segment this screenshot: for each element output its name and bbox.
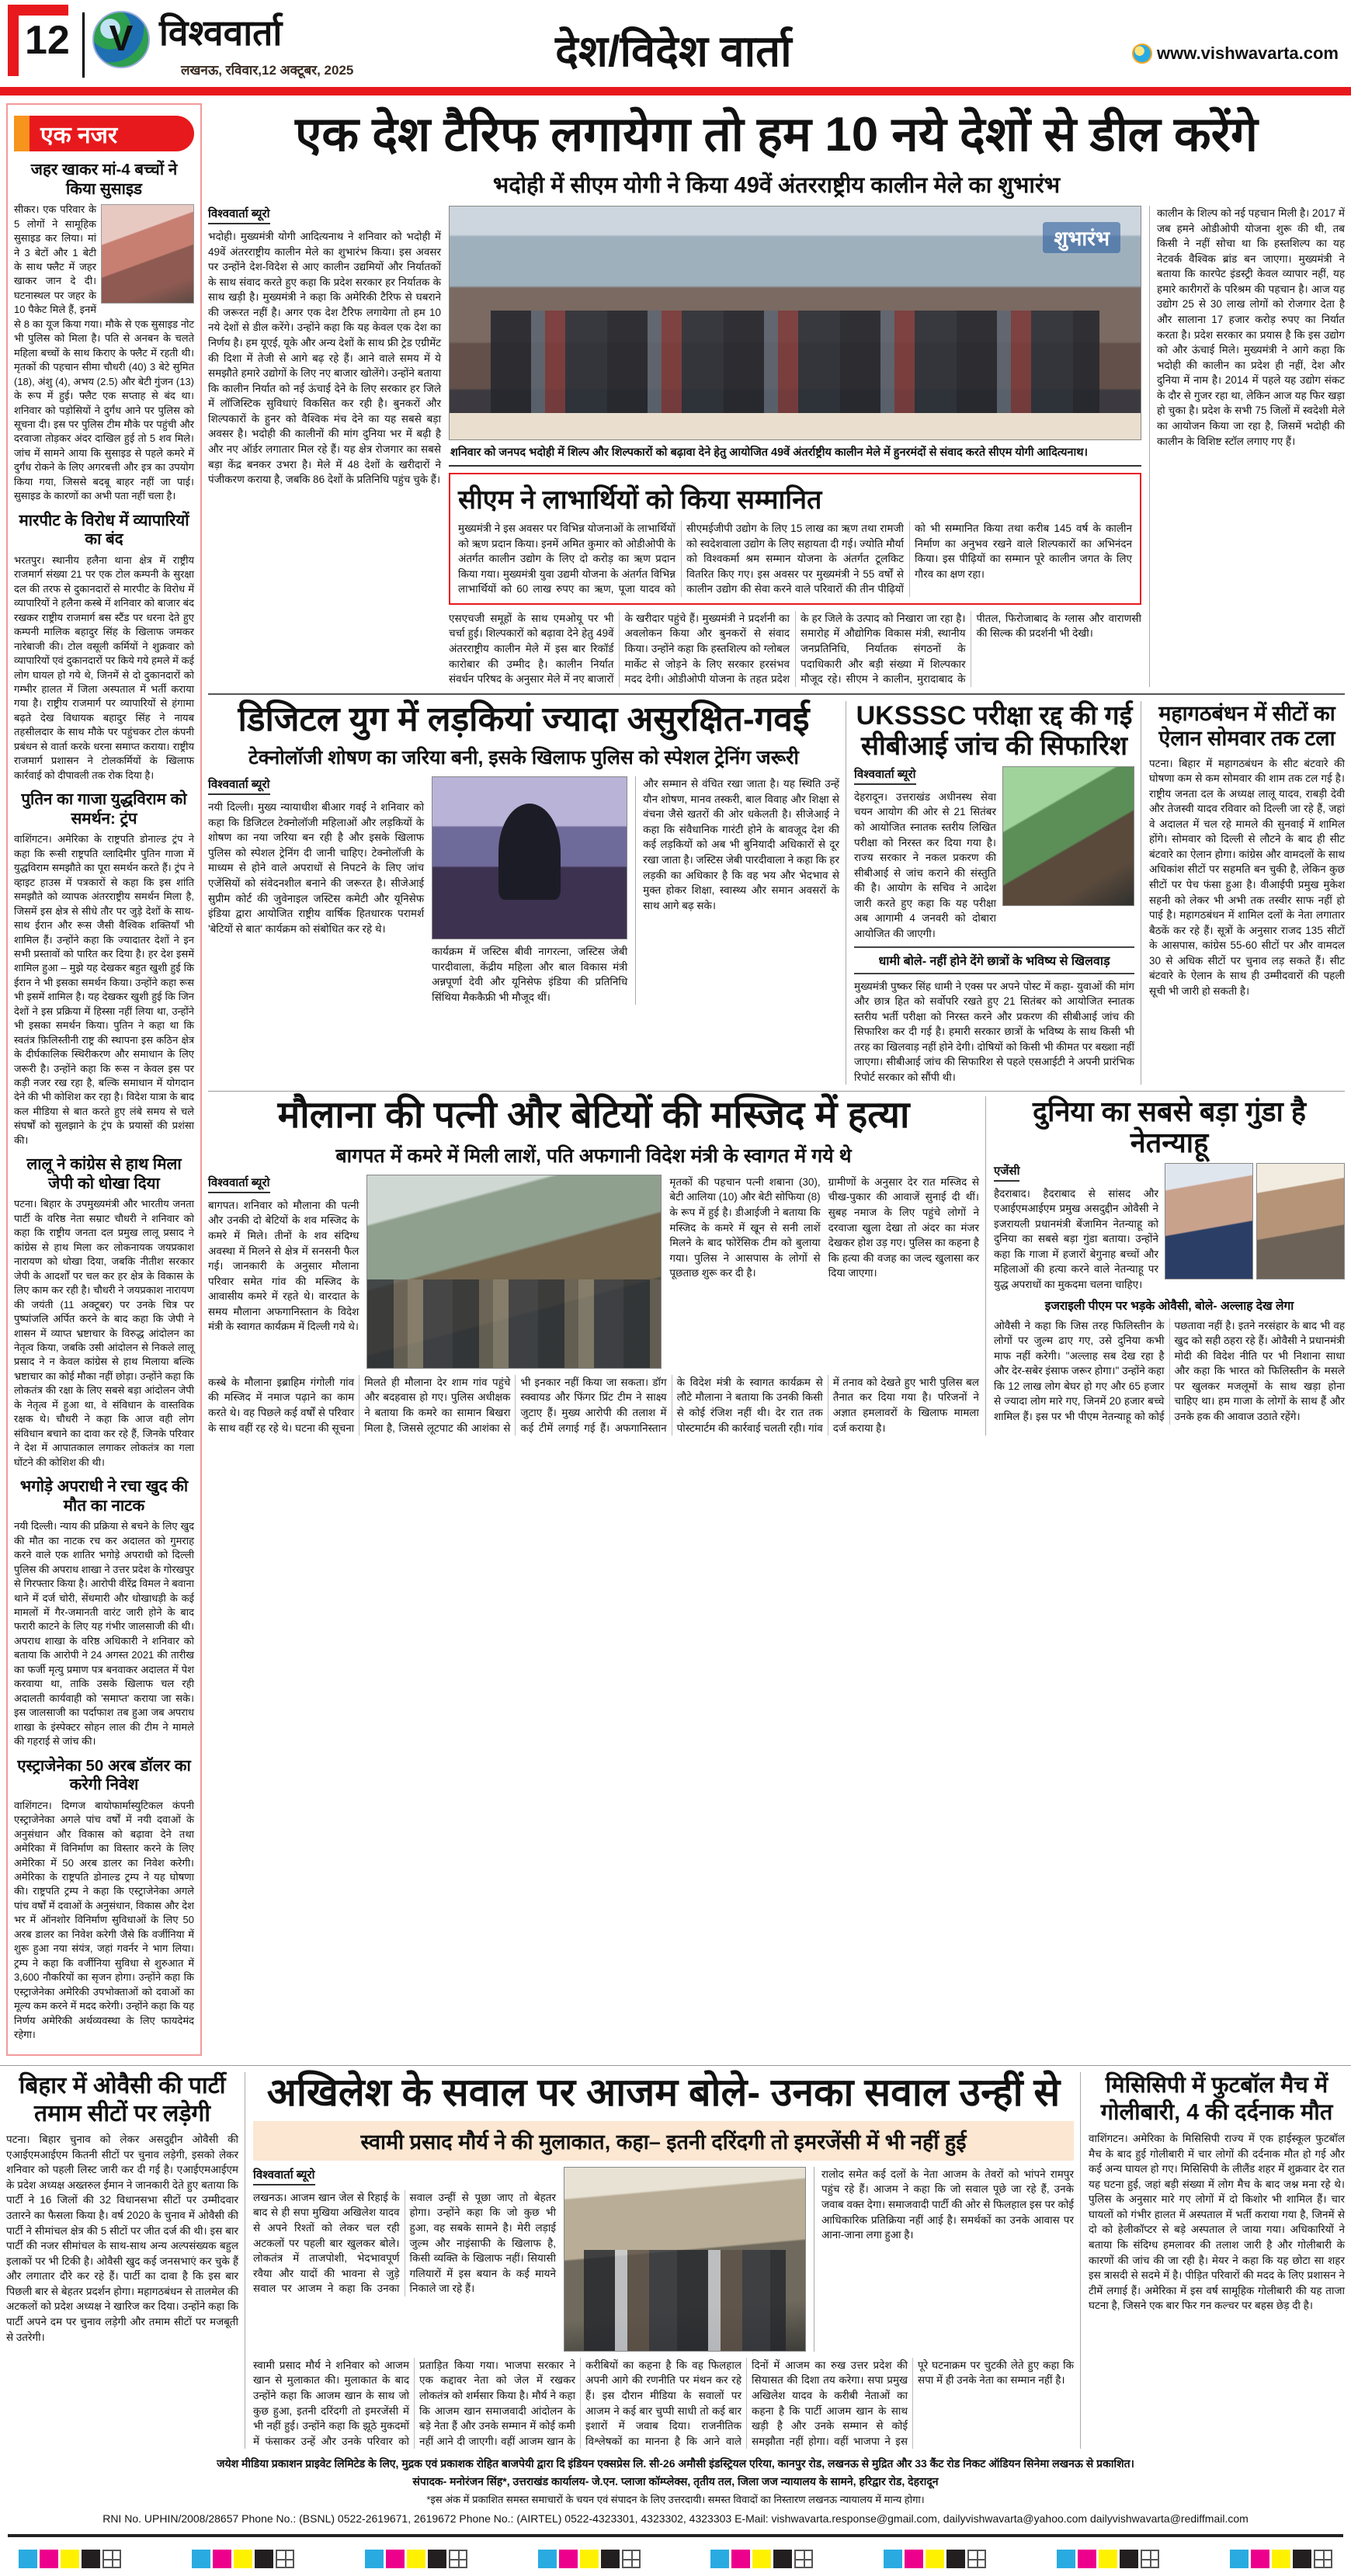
owaisi-photo xyxy=(1256,1163,1345,1279)
cji-photo xyxy=(432,776,627,939)
maulana-body-col1: बागपत। शनिवार को मौलाना की पत्नी और उनकी दो बेटियों के शव मस्जिद के कमरे में मिले। तीनों के शव संदिग्ध अवस्था में मिलने से क्षेत्र में सनसनी फैल गई। जानकारी के अनुसार मौलाना परिवार समेत गांव की मस्जिद के आवासीय कमरे में रहते थे। वारदात के समय मौलाना अफगानिस्तान के विदेश मंत्री के स्वागत कार्यक्रम में दिल्ली गये थे। xyxy=(208,1199,359,1333)
cmyk-mark-group xyxy=(1230,2550,1332,2568)
uksssc-body-col2: मुख्यमंत्री पुष्कर सिंह धामी ने एक्स पर अपने पोस्ट में कहा- युवाओं की मांग और छात्र हित को सर्वोपरि रखते हुए 21 सितंबर को आयोजित स्नातक स्तरीय भर्ती परीक्षा को निरस्त करने और प्रकरण की सीबीआई जांच की सिफारिश कर दी गई है। हमारी सरकार छात्रों के भविष्य के साथ किसी भी तरह का खिलवाड़ नहीं होने देगी। दोषियों को किसी भी कीमत पर बख्शा नहीं जाएगा। सीबीआई जांच की सिफारिश से पहले एसआईटी ने अपनी प्रारंभिक रिपोर्ट सरकार को सौंपी थी। xyxy=(854,980,1134,1083)
netanyahu-photo xyxy=(1165,1163,1253,1279)
cm-box-body: मुख्यमंत्री ने इस अवसर पर विभिन्न योजनाओं के लाभार्थियों को ऋण प्रदान किया। इनमें अमित कुमार को ओडीओपी के अंतर्गत कालीन उद्योग के लिए दो करोड़ का ऋण प्रदान किया गया। मुख्यमंत्री युवा उद्यमी योजना के अंतर्गत विभिन्न लाभार्थियों को 60 लाख रुपए का ऋण, पूजा यादव को सीएमईजीपी उद्योग के लिए 15 लाख का ऋण तथा रामजी को स्वदेशवाला उद्योग के लिए सहायता दी गई। ज्योति मौर्या को विश्वकर्मा श्रम सम्मान योजना के अंतर्गत टूलकिट वितरित किए गए। इस अवसर पर मुख्यमंत्री ने 55 वर्षों से कालीन उद्योग की सेवा करने वाले परिवारों की तीन पीढ़ियों को भी सम्मानित किया तथा करीब 145 वर्ष के कालीन निर्माण का अनुभव रखने वाले शिल्पकारों का अभिनंदन किया। इस पीढ़ियों का सम्मान पूरे कालीन जगत के लिए गौरव का क्षण रहा। xyxy=(458,522,1132,595)
lead-body-col1: भदोही। मुख्यमंत्री योगी आदित्यनाथ ने शनिवार को भदोही में 49वें अंतरराष्ट्रीय कालीन मेले का शुभारंभ किया। इस अवसर पर उन्होंने देश-विदेश से आए कालीन उद्यमियों और निर्यातकों के साथ संवाद करते हुए कहा कि प्रदेश सरकार हर निर्यातक के साथ खड़ी है। मुख्यमंत्री ने कहा कि अमेरिकी टैरिफ से घबराने की जरूरत नहीं है। अगर एक देश टैरिफ लगायेगा तो हम 10 नये देशों से डील करेंगे। उन्होंने कहा कि यह केवल एक देश का निर्णय है। हम यूएई, यूके और अन्य देशों के साथ फ्री ट्रेड एग्रीमेंट की दिशा में तेजी से आगे बढ़ रहे हैं। आने वाले समय में ये समझौते हमारे उद्योगों के लिए नए बाजार खोलेंगे। उन्होंने बताया कि कालीन निर्यात को नई ऊंचाई देने के लिए सरकार हर जिले में लॉजिस्टिक सुविधाएं विकसित कर रही है। बुनकरों और शिल्पकारों के हुनर को वैश्विक मंच देने का यह सबसे बड़ा अवसर है। भदोही की कालीनों की मांग दुनिया भर में बढ़ी है और नए ऑर्डर लगातार मिल रहे हैं। यह क्षेत्र रोजगार का सबसे बड़ा केंद्र बनकर उभरा है। मेले में 48 देशों के खरीदारों ने पंजीकरण कराया है, जबकि 86 देशों के प्रतिनिधि पहुंच चुके हैं। xyxy=(208,231,441,486)
azam-byline: विश्ववार्ता ब्यूरो xyxy=(253,2167,315,2185)
sidebar-body xyxy=(14,203,194,504)
maulana-body-col2: मृतकों की पहचान पत्नी शबाना (30), बेटी आलिया (10) और बेटी सोफिया (8) के रूप में हुई है। डीआईजी ने बताया कि मस्जिद के कमरे में खून से सनी लाशें मिलने के बाद फोरेंसिक टीम को बुलाया गया। पुलिस ने आसपास के लोगों से पूछताछ शुरू कर दी है। xyxy=(669,1175,821,1279)
mississippi-headline: मिसिसिपी में फुटबॉल मैच में गोलीबारी, 4 की दर्दनाक मौत xyxy=(1100,2073,1333,2126)
photo-dais-figures xyxy=(491,311,1099,413)
sidebar-body-text: वाशिंगटन। दिग्गज बायोफार्मास्युटिकल कंपनी एस्ट्राजेनेका अगले पांच वर्षों में नयी दवाओं के अनुसंधान और विकास को बढ़ावा देने तथा अमेरिका में विनिर्माण का विस्तार करने के लिए अमेरिका में 50 अरब डालर का निवेश करेगी। अमेरिका के राष्ट्रपति डोनाल्ड ट्रम्प ने यह घोषणा की। राष्ट्रपति ट्रम्प ने कहा कि एस्ट्राजेनेका अगले पांच वर्षों में दवाओं के अनुसंधान, विकास और देश भर में ऑनशोर विनिर्माण सुविधाओं के लिए 50 अरब डालर का निवेश करेगी जैसे कि वर्जीनिया में शुरू हुआ नया संयंत्र, जहां गवर्नर ने भाग लिया। ट्रम्प ने कहा कि वर्जीनिया सुविधा से शुरुआत में 3,600 नौकरियों का सृजन होगा। उन्होंने कहा कि एस्ट्राजेनेका अमेरिकी उपभोक्ताओं को दवाओं का मूल्य कम करने में मदद करेगी। उन्होंने कहा कि यह निर्णय अमेरिकी अर्थव्यवस्था के लिए फायदेमंद रहेगा। xyxy=(14,1799,194,2040)
digital-body-col1: नयी दिल्ली। मुख्य न्यायाधीश बीआर गवई ने शनिवार को कहा कि डिजिटल टेक्नोलॉजी महिलाओं और लड़कियों के शोषण का नया जरिया बन रही है और इसके खिलाफ पुलिस को स्पेशल ट्रेनिंग दी जानी चाहिए। टेक्नोलॉजी के माध्यम से होने वाले अपराधों से निपटने के लिए जांच एजेंसियों को संवेदनशील बनाने की जरूरत है। सीजेआई सुप्रीम कोर्ट की जुवेनाइल जस्टिस कमेटी और यूनिसेफ इंडिया द्वारा आयोजित राष्ट्रीय वार्षिक हितधारक परामर्श 'बेटियों से बात' कार्यक्रम को संबोधित कर रहे थे। xyxy=(208,801,425,935)
maulana-byline: विश्ववार्ता ब्यूरो xyxy=(208,1175,270,1193)
mahagathbandhan-body: पटना। बिहार में महागठबंधन के सीट बंटवारे की घोषणा कम से कम सोमवार की शाम तक टल गई है। राष्ट्रीय जनता दल के अध्यक्ष लालू यादव, राबड़ी देवी और तेजस्वी यादव रविवार को दिल्ली जा रहे हैं, जहां वे अदालत में चल रहे मामले की सुनवाई में शामिल होंगे। सोमवार को दिल्ली से लौटने के बाद ही सीट बंटवारे का ऐलान होगा। कांग्रेस और वामदलों के साथ अधिकांश सीटों पर सहमति बन चुकी है, लेकिन कुछ सीटों पर पेच फंसा हुआ है। वीआईपी प्रमुख मुकेश सहनी को लेकर भी अभी तक तस्वीर साफ नहीं हो पाई है। महागठबंधन में शामिल दलों के नेता लगातार बैठकें कर रहे हैं। सूत्रों के अनुसार राजद 135 सीटों के आसपास, कांग्रेस 55-60 सीटों पर और वामदल 30 से अधिक सीटों पर चुनाव लड़ सकते हैं। सीट बंटवारे के ऐलान के साथ ही उम्मीदवारों की पहली सूची भी जारी हो सकती है। xyxy=(1149,757,1345,997)
cmyk-mark-group xyxy=(884,2550,986,2568)
netanyahu-byline: एजेंसी xyxy=(994,1163,1019,1182)
sidebar-headline: भगोड़े अपराधी ने रचा खुद की मौत का नाटक xyxy=(19,1477,189,1515)
mississippi-body: वाशिंगटन। अमेरिका के मिसिसिपी राज्य में एक हाईस्कूल फुटबॉल मैच के बाद हुई गोलीबारी में चार लोगों की दर्दनाक मौत हो गई और कई अन्य घायल हो गए। मिसिसिपी के लीलैंड शहर में शुक्रवार देर रात यह घटना हुई, जहां बड़ी संख्या में लोग मैच के बाद जश्न मना रहे थे। पुलिस के अनुसार मारे गए लोगों में दो किशोर भी शामिल हैं। चार घायलों को गंभीर हालत में अस्पताल में भर्ती कराया गया है, जिनमें से दो को हेलीकॉप्टर से बड़े अस्पताल ले जाया गया। अधिकारियों ने बताया कि संदिग्ध हमलावर की तलाश जारी है और गोलीबारी के कारणों की जांच की जा रही है। मेयर ने कहा कि यह छोटा सा शहर इस त्रासदी से सदमे में है। पीड़ित परिवारों की मदद के लिए प्रशासन ने टीमें लगाई हैं। अमेरिका में इस वर्ष सामूहिक गोलीबारी की यह ताजा घटना है, जिसने एक बार फिर गन कल्चर पर बहस छेड़ दी है। xyxy=(1089,2133,1345,2312)
registration-mark-icon xyxy=(276,2550,294,2568)
sidebar-headline: मारपीट के विरोध में व्यापारियों का बंद xyxy=(19,511,189,549)
section-title: देश/विदेश वार्ता xyxy=(555,26,792,75)
digital-body-col3: और सम्मान से वंचित रखा जाता है। यह स्थिति उन्हें यौन शोषण, मानव तस्करी, बाल विवाह और शिक्षा से वंचना जैसे खतरों की ओर धकेलती है। सीजेआई ने कहा कि संवैधानिक गारंटी होने के बावजूद देश की कई लड़कियों को अब भी बुनियादी अधिकारों से दूर रखा जाता है। जस्टिस जेबी पारदीवाला ने कहा कि हर लड़की का अधिकार है कि वह भय और भेदभाव से मुक्त होकर शिक्षा, स्वास्थ्य और समान अवसरों के साथ आगे बढ़ सके। xyxy=(643,778,839,911)
owaisi-bihar-body: पटना। बिहार चुनाव को लेकर असदुद्दीन ओवैसी की एआईएमआईएम कितनी सीटों पर चुनाव लड़ेगी, इसको लेकर शनिवार को पहली लिस्ट जारी कर दी गई है। एआईएमआईएम के प्रदेश अध्यक्ष अख्तरुल ईमान ने जानकारी देते हुए बताया कि पार्टी ने 16 जिलों की 32 विधानसभा सीटों पर उम्मीदवार उतारने का फैसला किया है। वर्ष 2020 के चुनाव में ओवैसी की पार्टी ने सीमांचल क्षेत्र की 5 सीटों पर जीत दर्ज की थी। इस बार पार्टी की नजर सीमांचल के साथ-साथ अन्य अल्पसंख्यक बहुल इलाकों पर भी टिकी है। ओवैसी खुद कई जनसभाएं कर चुके हैं और लगातार दौरे कर रहे हैं। पार्टी का दावा है कि इस बार पिछली बार से बेहतर प्रदर्शन होगा। महागठबंधन से तालमेल की अटकलों को प्रदेश अध्यक्ष ने खारिज कर दिया। उन्होंने कहा कि पार्टी अपने दम पर चुनाव लड़ेगी और तमाम सीटों पर मजबूती से उतरेगी। xyxy=(6,2133,238,2343)
ek-nazar-banner xyxy=(14,116,194,151)
registration-mark-icon xyxy=(794,2550,813,2568)
registration-mark-icon xyxy=(1314,2550,1332,2568)
maulana-subhead: बागपत में कमरे में मिली लाशें, पति अफगानी विदेश मंत्री के स्वागत में गये थे xyxy=(335,1144,852,1167)
cmyk-mark-group xyxy=(365,2550,467,2568)
lead-byline: विश्ववार्ता ब्यूरो xyxy=(208,206,270,224)
digital-headline: डिजिटल युग में लड़कियां ज्यादा असुरक्षित-गवई xyxy=(238,700,810,738)
sidebar-headline: जहर खाकर मां-4 बच्चों ने किया सुसाइड xyxy=(30,161,178,198)
azam-subhead: स्वामी प्रसाद मौर्य ने की मुलाकात, कहा– इतनी दरिंदगी तो इमरजेंसी में भी नहीं हुई xyxy=(253,2121,1074,2161)
mahagathbandhan-headline: महागठबंधन में सीटों का ऐलान सोमवार तक टला xyxy=(1158,701,1335,751)
registration-mark-icon xyxy=(967,2550,986,2568)
registration-mark-icon xyxy=(449,2550,467,2568)
azam-body-col2: रालोद समेत कई दलों के नेता आजम के तेवरों को भांपने रामपुर पहुंच रहे हैं। आजम ने कहा कि जो सवाल पूछे जा रहे हैं, उनके जवाब वक्त देगा। समाजवादी पार्टी की ओर से फिलहाल इस पर कोई आधिकारिक प्रतिक्रिया नहीं आई है। समर्थकों का उनके आवास पर आना-जाना लगा हुआ है। xyxy=(821,2168,1074,2241)
registration-mark-icon xyxy=(102,2550,121,2568)
imprint-footer xyxy=(0,2449,1351,2525)
maulana-body-col3: ग्रामीणों के अनुसार देर रात मस्जिद से चीख-पुकार की आवाजें सुनाई दी थीं। सुबह नमाज के लिए पहुंचे लोगों ने दरवाजा खुला देखा तो अंदर का मंजर देखकर होश उड़ गए। पुलिस का कहना है कि हत्या की वजह का जल्द खुलासा कर दिया जाएगा। xyxy=(828,1175,979,1279)
cmyk-mark-group xyxy=(192,2550,294,2568)
azam-headline: अखिलेश के सवाल पर आजम बोले- उनका सवाल उन्हीं से xyxy=(266,2071,1061,2115)
dhami-photo xyxy=(1002,766,1134,906)
website-url[interactable]: www.vishwavarta.com xyxy=(1157,43,1339,63)
sidebar-article-putin xyxy=(14,790,194,1147)
azam-crowd-photo xyxy=(564,2167,806,2352)
imprint-line2: संपादक- मनोरंजन सिंह*, उत्तराखंड कार्यालय- जे.एन. प्लाजा कॉम्प्लेक्स, तृतीय तल, जिला जज न्यायालय के सामने, हरिद्वार रोड, देहरादून xyxy=(412,2475,939,2488)
mahagathbandhan-story xyxy=(1149,701,1345,1085)
sidebar-body-text: सीकर। एक परिवार के 5 लोगों ने सामूहिक सुसाइड कर लिया। मां ने 3 बेटों और 1 बेटी के साथ फ्लैट में जहर खाकर जान दे दी। घटनास्थल पर जहर के 10 पैकेट मिले हैं, इनमें से 8 का यूज किया गया। मौके से एक सुसाइड नोट भी पुलिस को मिला है। पति से अनबन के चलते महिला बच्चों के साथ किराए के फ्लैट में रहती थी। मृतकों की पहचान सीमा चौधरी (40) 3 बेटे सुमित (18), अंशु (4), अभय (2.5) और बेटी गुंजन (13) के रूप में हुई। फ्लैट एक सप्ताह से बंद था। शनिवार को पड़ोसियों ने दुर्गंध आने पर पुलिस को सूचना दी। इस पर पुलिस टीम मौके पर पहुंची और दरवाजा तोड़कर अंदर दाखिल हुई तो 5 शव मिले। जांच में सामने आया कि सुसाइड से पहले कमरे में दुर्गंध रोकने के लिए अगरबत्ती और इत्र का उपयोग किया गया, जिससे बदबू बाहर नहीं जा पाई। सुसाइड के कारणों का अभी पता नहीं चला है। xyxy=(14,203,194,502)
registration-mark-icon xyxy=(1141,2550,1159,2568)
cmyk-mark-group xyxy=(19,2550,121,2568)
sidebar-photo xyxy=(101,204,194,304)
sidebar-headline: एस्ट्राजेनेका 50 अरब डॉलर का करेगी निवेश xyxy=(17,1756,191,1794)
uksssc-headline: UKSSSC परीक्षा रद्द की गई सीबीआई जांच की सिफारिश xyxy=(856,700,1133,761)
lead-photo xyxy=(449,206,1141,440)
cm-honour-box xyxy=(449,473,1141,605)
ek-nazar-title: एक नजर xyxy=(30,116,194,151)
dateline: लखनऊ, रविवार,12 अक्टूबर, 2025 xyxy=(181,63,354,78)
sidebar-body-text: भरतपुर। स्थानीय हलैना थाना क्षेत्र में राष्ट्रीय राजमार्ग संख्या 21 पर एक टोल कम्पनी के सुरक्षा दल की तरफ से दुकानदारों से मारपीट के विरोध में व्यापारियों ने हलैना कस्बे में शनिवार को बाजार बंद रखकर राष्ट्रीय राजमार्ग बस स्टैंड पर धरना देते हुए कम्पनी मालिक बहादुर सिंह के खिलाफ जमकर नारेबाजी की। टोल वसूली कर्मियों ने शुक्रवार को व्यापारियों एवं दुकानदारों पर किये गये हमले में कई लोग घायल हो गये थे, जिनमें से दो दुकानदारों को गम्भीर हालत में जिला अस्पताल में भर्ती कराया गया है। राष्ट्रीय राजमार्ग पर व्यापारियों से हंगामा बढ़ते देख विधायक बहादुर सिंह ने नायब तहसीलदार के साथ मौके पर पहुंचकर टोल कंपनी प्रबंधन से वार्ता करके धरना समाप्त कराया। राष्ट्रीय राजमार्ग प्रशासन ने टोलकर्मियों के खिलाफ कार्रवाई को दीपावली तक रोक दिया है। xyxy=(14,554,194,781)
page-number: 12 xyxy=(25,18,70,63)
sidebar-headline: लालू ने कांग्रेस से हाथ मिला जेपी को धोखा दिया xyxy=(26,1155,182,1193)
lead-headline: एक देश टैरिफ लगायेगा तो हम 10 नये देशों से डील करेंगे xyxy=(295,108,1258,161)
netanyahu-body-col2: ओवैसी ने कहा कि जिस तरह फिलिस्तीन के लोगों पर जुल्म ढाए गए, उसे दुनिया कभी माफ नहीं करेगी। "अल्लाह सब देख रहा है और देर-सबेर इंसाफ जरूर होगा।" उन्होंने कहा कि 12 लाख लोग बेघर हो गए और 65 हजार से ज्यादा लोग मारे गए, जिनमें 20 हजार बच्चे शामिल हैं। इस पर भी पीएम नेतन्याहू को कोई पछतावा नहीं है। इतने नरसंहार के बाद भी वह खुद को सही ठहरा रहे हैं। ओवैसी ने प्रधानमंत्री मोदी की विदेश नीति पर भी निशाना साधा और कहा कि भारत को फिलिस्तीन के मसले पर खुलकर मजलूमों के साथ खड़ा होना चाहिए था। हम गाजा के लोगों के साथ हैं और उनके हक की आवाज उठाते रहेंगे। xyxy=(994,1319,1345,1422)
maulana-body-continuation: कस्बे के मौलाना इब्राहिम गंगोली गांव की मस्जिद में नमाज पढ़ाने का काम करते थे। वह पिछले कई वर्षों से परिवार के साथ वहीं रह रहे थे। घटना की सूचना मिलते ही मौलाना देर शाम गांव पहुंचे और बदहवास हो गए। पुलिस अधीक्षक ने बताया कि कमरे का सामान बिखरा मिला है, जिससे लूटपाट की आशंका से भी इनकार नहीं किया जा सकता। डॉग स्क्वायड और फिंगर प्रिंट टीम ने साक्ष्य जुटाए हैं। मुख्य आरोपी की तलाश में कई टीमें लगाई गई हैं। अफगानिस्तान के विदेश मंत्री के स्वागत कार्यक्रम से लौटे मौलाना ने बताया कि उनकी किसी से कोई रंजिश नहीं थी। देर रात तक पोस्टमार्टम की कार्रवाई चलती रही। गांव में तनाव को देखते हुए भारी पुलिस बल तैनात कर दिया गया है। परिजनों ने अज्ञात हमलावरों के खिलाफ मामला दर्ज कराया है। xyxy=(208,1376,979,1434)
digital-byline: विश्ववार्ता ब्यूरो xyxy=(208,776,270,795)
lead-story xyxy=(208,103,1345,687)
sidebar-article-astrazeneca xyxy=(14,1757,194,2043)
sidebar-article-bandh xyxy=(14,512,194,783)
digital-body-col2: कार्यक्रम में जस्टिस बीवी नागरत्ना, जस्टिस जेबी पारदीवाला, केंद्रीय महिला और बाल विकास मंत्री अन्नपूर्णा देवी और यूनिसेफ इंडिया की प्रतिनिधि सिंथिया मैककैफ्री भी मौजूद थीं। xyxy=(432,946,628,1003)
page-number-box xyxy=(8,5,82,79)
lead-subhead: भदोही में सीएम योगी ने किया 49वें अंतरराष्ट्रीय कालीन मेले का शुभारंभ xyxy=(492,173,1061,199)
sidebar-body-text: नयी दिल्ली। न्याय की प्रक्रिया से बचने के लिए खुद की मौत का नाटक रच कर अदालत को गुमराह करने वाले एक शातिर भगोड़े अपराधी को दिल्ली पुलिस की अपराध शाखा ने उत्तर प्रदेश के गोरखपुर से गिरफ्तार किया है। आरोपी वीरेंद्र विमल ने बवाना थाने में दर्ज चोरी, सेंधमारी और धोखाधड़ी के कई मामलों में गैर-जमानती वारंट जारी होने के बाद फरारी काटने के लिए यह गंभीर जालसाजी की थी। अपराध शाखा के वरिष्ठ अधिकारी ने शनिवार को बताया कि आरोपी ने 24 अगस्त 2021 की तारीख का फर्जी मृत्यु प्रमाण पत्र बनवाकर अदालत में पेश करवाया था, ताकि उसके खिलाफ चल रही अदालती कार्यवाही को 'समाप्त' कराया जा सके। इस जालसाजी का पर्दाफाश तब हुआ जब अपराध शाखा के इंस्पेक्टर सोहन लाल की टीम ने मामले की गहराई से जांच की। xyxy=(14,1520,194,1748)
netanyahu-photo-caption: इजराइली पीएम पर भड़के ओवैसी, बोले- अल्लाह देख लेगा xyxy=(1044,1299,1294,1313)
sidebar-article-fugitive xyxy=(14,1477,194,1748)
cmyk-registration-strip xyxy=(0,2537,1351,2576)
maulana-headline: मौलाना की पत्नी और बेटियों की मस्जिद में हत्या xyxy=(277,1095,910,1137)
masthead-title: विश्ववार्ता xyxy=(159,12,283,53)
azam-body-col1: लखनऊ। आजम खान जेल से रिहाई के बाद से ही सपा मुखिया अखिलेश यादव से अपने रिश्तों को लेकर चल रही अटकलों पर पहली बार खुलकर बोले। लोकतंत्र में ताजपोशी, भेदभावपूर्ण रवैया और यादों की भावना से जुड़े सवाल पर आजम ने कहा कि उनका सवाल उन्हीं से पूछा जाए तो बेहतर होगा। उन्होंने कहा कि जो कुछ भी हुआ, वह सबके सामने है। मेरी लड़ाई जुल्म और नाइंसाफी के खिलाफ है, किसी व्यक्ति के खिलाफ नहीं। सियासी गलियारों में इस बयान के कई मायने निकाले जा रहे हैं। xyxy=(253,2191,556,2295)
digital-subhead: टेक्नोलॉजी शोषण का जरिया बनी, इसके खिलाफ पुलिस को स्पेशल ट्रेनिंग जरूरी xyxy=(248,747,799,769)
netanyahu-story xyxy=(994,1096,1345,1436)
azam-body-continuation: स्वामी प्रसाद मौर्य ने शनिवार को आजम खान से मुलाकात की। मुलाकात के बाद उन्होंने कहा कि आजम खान के साथ जो कुछ हुआ, इतनी दरिंदगी तो इमरजेंसी में भी नहीं हुई। उन्होंने कहा कि झूठे मुकदमों में फंसाकर उन्हें और उनके परिवार को प्रताड़ित किया गया। भाजपा सरकार ने एक कद्दावर नेता को जेल में रखकर लोकतंत्र को शर्मसार किया है। मौर्य ने कहा कि आजम खान समाजवादी आंदोलन के बड़े नेता हैं और उनके सम्मान में कोई कमी नहीं आने दी जाएगी। वहीं आजम खान के करीबियों का कहना है कि वह फिलहाल अपनी आगे की रणनीति पर मंथन कर रहे हैं। इस दौरान मीडिया के सवालों पर आजम ने कई बार चुप्पी साधी तो कई बार इशारों में जवाब दिया। राजनीतिक विश्लेषकों का मानना है कि आने वाले दिनों में आजम का रुख उत्तर प्रदेश की सियासत की दिशा तय करेगा। सपा प्रमुख अखिलेश यादव के करीबी नेताओं का कहना है कि पार्टी आजम खान के साथ खड़ी है और उनके सम्मान से कोई समझौता नहीं होगा। वहीं भाजपा ने इस पूरे घटनाक्रम पर चुटकी लेते हुए कहा कि सपा में ही उनके नेता का सम्मान नहीं है। xyxy=(253,2359,1074,2447)
uksssc-photo-caption: धामी बोले- नहीं होने देंगे छात्रों के भविष्य से खिलवाड़ xyxy=(854,946,1134,974)
mississippi-story xyxy=(1089,2072,1345,2449)
globe-logo-icon xyxy=(92,11,150,68)
netanyahu-headline: दुनिया का सबसे बड़ा गुंडा है नेतन्याहू xyxy=(1033,1095,1306,1159)
photo-banner-text: शुभारंभ xyxy=(1043,222,1120,253)
uksssc-story xyxy=(854,701,1141,1085)
header-red-bar xyxy=(0,87,1351,95)
sidebar-article-lalu xyxy=(14,1155,194,1470)
logo-letter: V xyxy=(109,17,134,58)
lead-body-continuation: एसएचजी समूहों के साथ एमओयू पर भी चर्चा हुई। शिल्पकारों को बढ़ावा देने हेतु 49वें अंतरराष्ट्रीय कालीन मेले में इस बार रिकॉर्ड कारोबार की उम्मीद है। कालीन निर्यात संवर्धन परिषद के अनुसार मेले में नए बाजारों के खरीदार पहुंचे हैं। मुख्यमंत्री ने प्रदर्शनी का अवलोकन किया और बुनकरों से संवाद किया। उन्होंने कहा कि हस्तशिल्प को ग्लोबल मार्केट से जोड़ने के लिए सरकार हरसंभव मदद देगी। ओडीओपी योजना के तहत प्रदेश के हर जिले के उत्पाद को निखारा जा रहा है। समारोह में औद्योगिक विकास मंत्री, स्थानीय जनप्रतिनिधि, निर्यातक संगठनों के पदाधिकारी और बड़ी संख्या में शिल्पकार मौजूद रहे। सीएम ने कालीन, मुरादाबाद के पीतल, फिरोजाबाद के ग्लास और वाराणसी की सिल्क की प्रदर्शनी भी देखी। xyxy=(449,612,1141,686)
header-divider xyxy=(82,12,85,78)
uksssc-byline: विश्ववार्ता ब्यूरो xyxy=(854,766,916,785)
lead-photo-caption: शनिवार को जनपद भदोही में शिल्प और शिल्पकारों को बढ़ावा देने हेतु आयोजित 49वें अंतर्राष्ट्रीय कालीन मेले में हुनरमंदों से संवाद करते सीएम योगी आदित्यनाथ। xyxy=(449,440,1141,467)
owaisi-bihar-headline: बिहार में ओवैसी की पार्टी तमाम सीटों पर लड़ेगी xyxy=(19,2073,226,2126)
imprint-line1: जयेश मीडिया प्रकाशन प्राइवेट लिमिटेड के लिए, मुद्रक एवं प्रकाशक रोहित बाजपेयी द्वारा दि इंडियन एक्सप्रेस लि. सी-26 अमौसी इंडस्ट्रियल एरिया, कानपुर रोड, लखनऊ से मुद्रित और 33 कैंट रोड निकट ऑडियन सिनेमा लखनऊ से प्रकाशित। xyxy=(217,2457,1134,2470)
cmyk-mark-group xyxy=(1057,2550,1159,2568)
lead-body-col2: कालीन के शिल्प को नई पहचान मिली है। 2017 में जब हमने ओडीओपी योजना शुरू की थी, तब किसी ने नहीं सोचा था कि हस्तशिल्प का यह नेटवर्क वैश्विक ब्रांड बन जाएगा। मुख्यमंत्री ने बताया कि कारपेट इंडस्ट्री केवल व्यापार नहीं, यह हमारे कारीगरों के परिश्रम की पहचान है। आज यह उद्योग 25 से 30 लाख लोगों को रोजगार देता है और सालाना 17 हजार करोड़ रुपए का निर्यात करता है। प्रदेश सरकार का प्रयास है कि इस उद्योग को और ऊंचाई मिले। मुख्यमंत्री ने आगे कहा कि भदोही की कालीन का प्रदेश ही नहीं, देश और दुनिया में नाम है। 2014 में पहले यह उद्योग संकट के दौर से गुजर रहा था, लेकिन आज यह फिर खड़ा हो चुका है। प्रदेश के सभी 75 जिलों में स्वदेशी मेले का आयोजन किया जा रहा है, जिसमें भदोही की कालीन के विशिष्ट स्टॉल लगाए गए हैं। xyxy=(1157,207,1345,447)
azam-story xyxy=(253,2072,1081,2449)
banner-orange-block xyxy=(14,116,30,151)
cmyk-mark-group xyxy=(710,2550,813,2568)
cm-box-headline: सीएम ने लाभार्थियों को किया सम्मानित xyxy=(458,485,822,516)
registration-mark-icon xyxy=(622,2550,641,2568)
section-rule xyxy=(208,693,1345,695)
sidebar-ek-nazar xyxy=(6,103,202,2056)
netanyahu-body-col1: हैदराबाद। हैदराबाद से सांसद और एआईएमआईएम प्रमुख असदुद्दीन ओवैसी ने इजरायली प्रधानमंत्री बेंजामिन नेतन्याहू को दुनिया का सबसे बड़ा गुंडा बताया। उन्होंने कहा कि गाजा में हजारों बेगुनाह बच्चों और महिलाओं की हत्या करने वाले नेतन्याहू पर युद्ध अपराधों का मुकदमा चलना चाहिए। xyxy=(994,1187,1158,1291)
uksssc-body-col1: देहरादून। उत्तराखंड अधीनस्थ सेवा चयन आयोग की ओर से 21 सितंबर को आयोजित स्नातक स्तरीय लिखित परीक्षा को निरस्त कर दिया गया है। राज्य सरकार ने नकल प्रकरण की सीबीआई से जांच कराने की संस्तुति की है। आयोग के सचिव ने आदेश जारी करते हुए कहा कि यह परीक्षा अब आगामी 4 जनवरी को दोबारा आयोजित की जाएगी। xyxy=(854,790,996,939)
owaisi-bihar-story xyxy=(6,2072,245,2449)
sidebar-body-text: पटना। बिहार के उपमुख्यमंत्री और भारतीय जनता पार्टी के वरिष्ठ नेता सम्राट चौधरी ने शनिवार को कहा कि राष्ट्रीय जनता दल प्रमुख लालू प्रसाद ने कांग्रेस से हाथ मिला कर लोकनायक जयप्रकाश नारायण को धोखा दिया, जबकि नीतीश सरकार जेपी के आदर्शों पर चल कर हर क्षेत्र के विकास के लिए काम कर रही है। चौधरी ने जयप्रकाश नारायण की जयंती (11 अक्टूबर) पर उनके चित्र पर पुष्पांजलि अर्पित करने के बाद कहा कि जेपी ने शासन में व्याप्त भ्रष्टाचार के विरुद्ध आंदोलन का नेतृत्व किया, जबकि उसी आंदोलन से निकले लालू प्रसाद ने न केवल कांग्रेस से हाथ मिलाया बल्कि भ्रष्टाचार का कोई मौका नहीं छोड़ा। उन्होंने कहा कि लोकतंत्र की रक्षा के लिए सबसे बड़ा आंदोलन जेपी के नेतृत्व में हुआ था, वे संविधान के वास्तविक रक्षक थे। चौधरी ने कहा कि आज वही लोग संविधान बचाने का दावा कर रहे हैं, जिनके परिवार ने देश में आपातकाल लगाकर लोकतंत्र का गला घोंटने की कोशिश की थी। xyxy=(14,1198,194,1468)
digital-story xyxy=(208,701,846,1085)
maulana-crowd-photo xyxy=(366,1175,662,1369)
imprint-line3: *इस अंक में प्रकाशित समस्त समाचारों के चयन एवं संपादन के लिए उत्तरदायी। समस्त विवादों का निस्तारण लखनऊ न्यायालय में मान्य होगा। xyxy=(426,2494,925,2506)
browser-globe-icon xyxy=(1132,43,1152,64)
sidebar-headline: पुतिन का गाजा युद्धविराम को समर्थन: ट्रंप xyxy=(21,790,187,828)
cmyk-mark-group xyxy=(538,2550,641,2568)
website-link[interactable] xyxy=(1132,43,1339,64)
imprint-line4-rni-contacts: RNI No. UPHIN/2008/28657 Phone No.: (BSNL) 0522-2619671, 2619672 Phone No.: (AIRTEL) 0522-4323301, 4323302, 4323303 E-Mail: vishwavarta.response@gmail.com, dailyvishwavarta@yahoo.com dailyvishwavarta@rediffmail.com xyxy=(102,2512,1249,2526)
sidebar-body-text: वाशिंगटन। अमेरिका के राष्ट्रपति डोनाल्ड ट्रंप ने कहा कि रूसी राष्ट्रपति व्लादिमीर पुतिन गाजा में युद्धविराम समझौते का पूरा समर्थन करते हैं। ट्रंप ने व्हाइट हाउस में पत्रकारों से कहा कि इस शांति समझौते को व्यापक अंतरराष्ट्रीय समर्थन मिला है, जिसमें इस क्षेत्र से सीधे तौर पर जुड़े देशों के साथ-साथ ईरान और रूस जैसी वैश्विक शक्तियाँ भी शामिल हैं। उन्होंने कहा कि ज्यादातर देशों ने इन सभी प्रस्तावों को पारित कर दिया है। हर देश इसमें शामिल हुआ – मुझे यह देखकर बहुत खुशी हुई कि ईरान ने भी इसका समर्थन किया। उन्होंने कहा रूस भी इसमें शामिल है। यह देखकर खुशी हुई कि जिन देशों ने इस प्रक्रिया में हिस्सा नहीं लिया था, उन्होंने भी इसका समर्थन किया। पुतिन ने कहा था कि स्वतंत्र फ़िलिस्तीनी राष्ट्र की स्थापना इस कठिन क्षेत्र के दीर्घकालिक स्थिरीकरण और समाधान के लिए जरूरी है। उन्होंने कहा कि रूस न केवल इस पर कड़ी नजर रख रहा है, बल्कि समाधान में योगदान देने की भी कोशिश कर रहा है। विदेश यात्रा के बाद कल मीडिया से बात करते हुए लंबे समय से चले संघर्षों को सुलझाने के ट्रंप के प्रयासों की प्रशंसा की। xyxy=(14,833,194,1146)
photo-table xyxy=(450,413,1141,439)
sidebar-article-suicide xyxy=(14,161,194,504)
maulana-story xyxy=(208,1096,986,1436)
page-header xyxy=(0,0,1351,87)
